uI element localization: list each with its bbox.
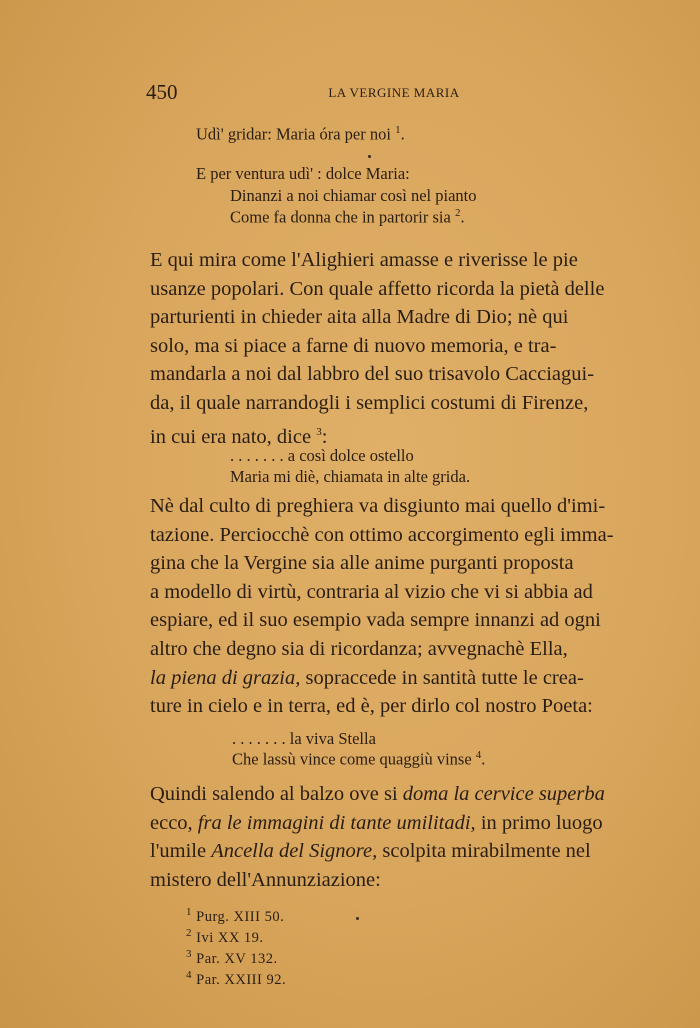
text-line: gina che la Vergine sia alle anime purganti proposta [150,552,574,575]
footnote-ref: 1 [395,124,401,136]
text-line: tazione. Perciocchè con ottimo accorgimento egli imma- [150,523,614,546]
footnote: $^3$ Par. XV 132. [186,948,278,967]
verse-line: E per ventura udì' : dolce Maria: [196,164,410,183]
text-line: espiare, ed il suo esempio vada sempre innanzi ad ogni [150,609,601,632]
verse-line: Maria mi diè, chiamata in alte grida. [230,467,471,486]
footnote-ref: 3 [316,425,322,438]
paragraph [150,492,642,721]
text-line: parturienti in chieder aita alla Madre di Dio; nè qui [150,306,569,329]
footnote-ref: 4 [475,749,482,761]
text-line: Quindi salendo al balzo ove si doma la cervice superba [150,783,605,805]
text-line: Nè dal culto di preghiera va disgiunto mai quello d'imi- [150,495,606,517]
text-line: solo, ma si piace a farne di nuovo memoria, e tra- [150,334,557,357]
text-line: in cui era nato, dice $^3$: [150,425,328,448]
footnote: $^4$ Par. XXIII 92. [186,969,287,988]
text-line: altro che degno sia di ricordanza; avvegnachè Ella, [150,637,568,660]
text-line: a modello di virtù, contraria al vizio che vi si abbia ad [150,580,593,603]
text-line: ecco, fra le immagini di tante umilitadi, in primo luogo [150,811,603,834]
ink-speck [368,155,371,158]
footnote: $^1$ Purg. XIII 50. [186,906,285,925]
verse-line: Dinanzi a noi chiamar così nel pianto [230,186,477,205]
text-line: mandarla a noi dal labbro del suo trisavolo Cacciagui- [150,363,595,386]
text-line: E qui mira come l'Alighieri amasse e riverisse le pie [150,249,578,271]
verse-line: Udì' gridar: Maria óra per noi $^1$. [196,124,405,144]
verse-line: . . . . . . . a così dolce ostello [230,446,414,465]
footnote: $^2$ Ivi XX 19. [186,927,264,946]
ink-speck [356,917,359,920]
verse-line: Che lassù vince come quaggiù vinse $^4$. [232,749,486,769]
text-line: la piena di grazia, sopraccede in santità tutte le crea- [150,666,584,689]
page-number: 450 [146,80,178,104]
text-line: ture in cielo e in terra, ed è, per dirlo col nostro Poeta: [150,695,593,718]
verse-line: Come fa donna che in partorir sia $^2$. [230,207,465,227]
text-line: l'umile Ancella del Signore, scolpita mirabilmente nel [150,840,591,863]
footnote-ref: 2 [454,207,461,219]
paragraph [150,246,642,451]
text-line: da, il quale narrandogli i semplici costumi di Firenze, [150,391,589,414]
italic-phrase: la piena di grazia, [150,666,301,689]
text-line: mistero dell'Annunziazione: [150,868,381,891]
page-header [146,80,642,106]
verse-line: . . . . . . . la viva Stella [232,729,376,748]
paragraph [150,780,642,894]
running-title: LA VERGINE MARIA [328,85,460,100]
text-line: usanze popolari. Con quale affetto ricorda la pietà delle [150,277,605,300]
